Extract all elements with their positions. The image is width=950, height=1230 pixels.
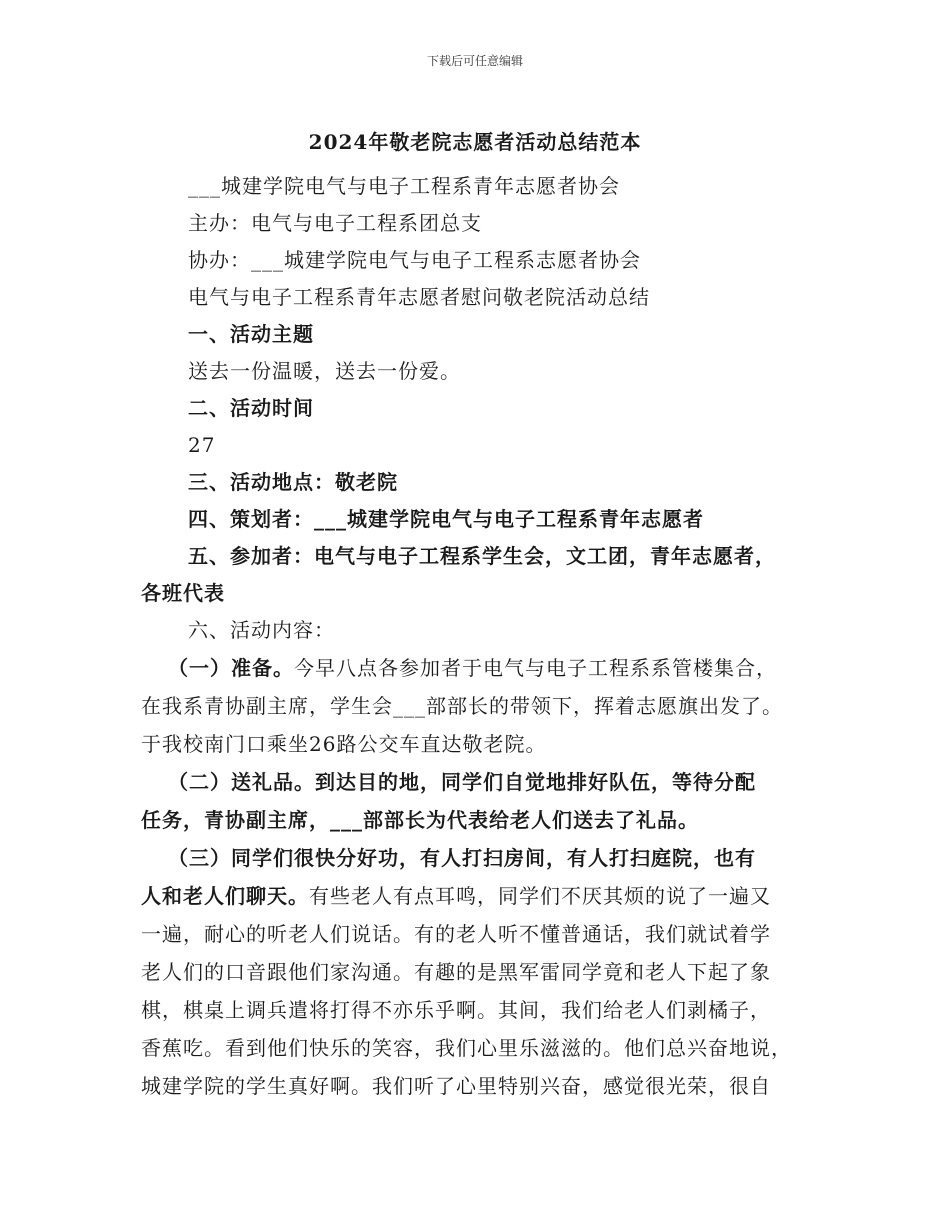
work-line6: 香蕉吃。看到他们快乐的笑容，我们心里乐滋滋的。他们总兴奋地说， [141,1036,792,1060]
work-line4: 老人们的口音跟他们家沟通。有趣的是黑军雷同学竟和老人下起了象 [141,960,771,984]
section-time-text: 27 [188,433,216,457]
section-planner-heading: 四、策划者：___城建学院电气与电子工程系青年志愿者 [188,507,704,531]
prep-label: （一）准备。 [168,656,294,680]
gift-line2: 任务，青协副主席，___部部长为代表给老人们送去了礼品。 [141,808,699,832]
work-line5: 棋，棋桌上调兵遣将打得不亦乐乎啊。其间，我们给老人们剥橘子， [141,998,771,1022]
page-header-note: 下载后可任意编辑 [426,54,523,68]
section-place-heading: 三、活动地点：敬老院 [188,470,398,494]
summary-heading: 电气与电子工程系青年志愿者慰问敬老院活动总结 [188,285,650,309]
co-host-line: 协办：___城建学院电气与电子工程系志愿者协会 [188,248,641,272]
work-line7: 城建学院的学生真好啊。我们听了心里特别兴奋，感觉很光荣，很自 [141,1074,771,1098]
document-title: 2024年敬老院志愿者活动总结范本 [308,130,642,154]
section-time-heading: 二、活动时间 [188,396,314,420]
work-line3: 一遍，耐心的听老人们说话。有的老人听不懂普通话，我们就试着学 [141,922,771,946]
work-line1: （三）同学们很快分好功，有人打扫房间，有人打扫庭院，也有 [168,846,756,870]
prep-line2: 在我系青协副主席，学生会___部部长的带领下，挥着志愿旗出发了。 [141,694,783,718]
prep-line3: 于我校南门口乘坐26路公交车直达敬老院。 [141,732,547,756]
prep-text: 今早八点各参加者于电气与电子工程系系管楼集合， [294,656,777,680]
prep-line1 [168,650,777,686]
work-line2-rest: 有些老人有点耳鸣，同学们不厌其烦的说了一遍又 [309,884,771,908]
section-theme-text: 送去一份温暖，送去一份爱。 [188,359,461,383]
org-line: ___城建学院电气与电子工程系青年志愿者协会 [188,174,620,198]
host-line: 主办：电气与电子工程系团总支 [188,211,482,235]
work-line2-bold: 人和老人们聊天。 [141,884,309,908]
section-theme-heading: 一、活动主题 [188,322,314,346]
section-participants-line1: 五、参加者：电气与电子工程系学生会，文工团，青年志愿者， [188,544,776,568]
gift-line1: （二）送礼品。到达目的地，同学们自觉地排好队伍，等待分配 [168,770,756,794]
section-participants-line2: 各班代表 [141,581,225,605]
work-line2 [141,878,771,914]
section-content-heading: 六、活动内容： [188,618,335,642]
